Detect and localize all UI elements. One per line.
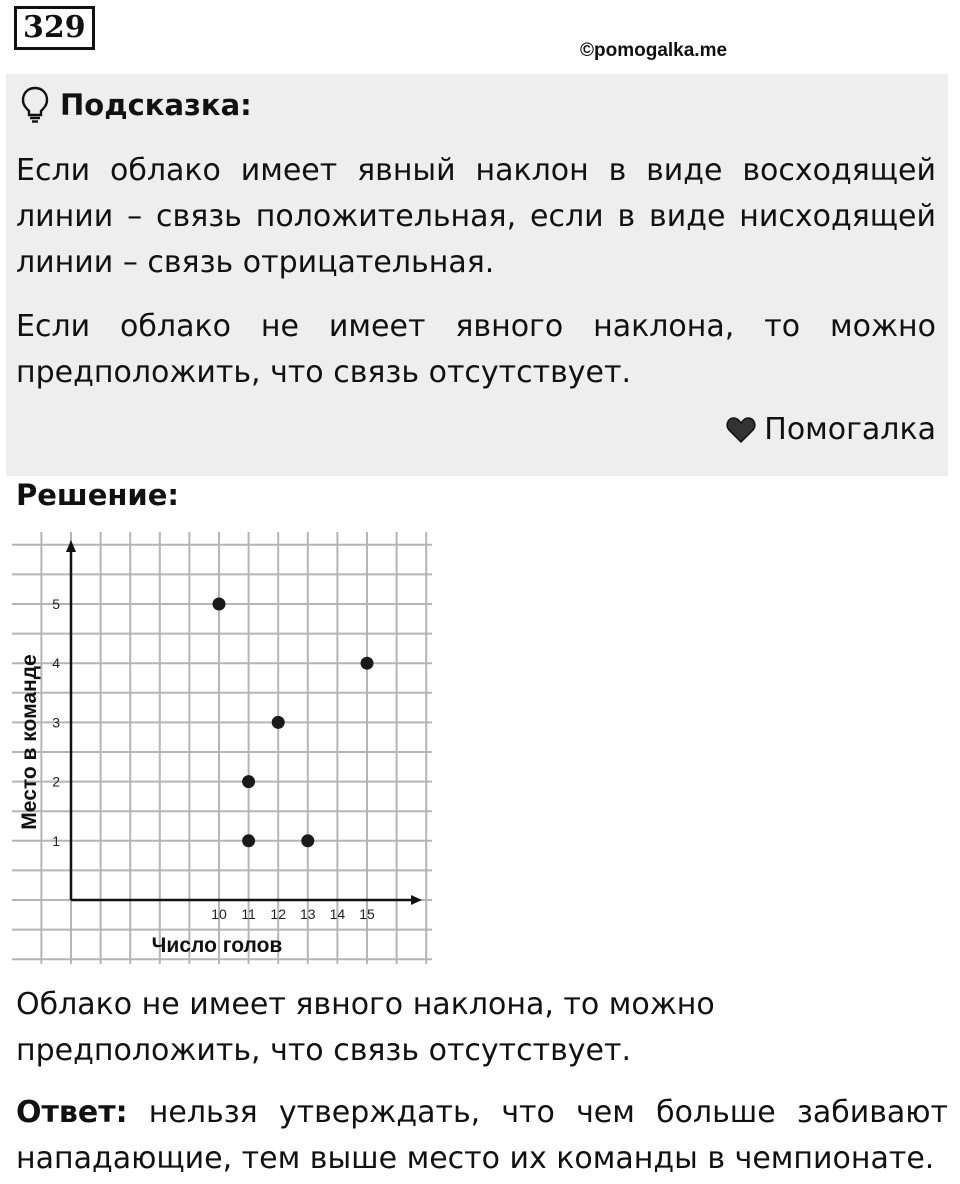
- y-tick-label: 1: [52, 832, 60, 849]
- x-axis-title: Число голов: [151, 934, 283, 957]
- task-number: 329: [14, 6, 95, 50]
- answer: [16, 1090, 948, 1182]
- x-tick-label: 11: [241, 906, 256, 922]
- y-tick-label: 2: [52, 773, 60, 790]
- conclusion-text: Облако не имеет явного наклона, то можно предположить, что связь отсутствует.: [16, 987, 715, 1068]
- watermark: ©pomogalka.me: [580, 40, 728, 61]
- lightbulb-icon: [20, 86, 50, 124]
- data-point: [242, 834, 255, 847]
- scatter-chart: [12, 532, 432, 964]
- data-point: [272, 716, 285, 729]
- data-point: [242, 775, 255, 788]
- y-tick-label: 5: [52, 596, 60, 612]
- x-axis-arrow: [411, 895, 422, 905]
- signature: [726, 412, 936, 447]
- hint-box: [6, 74, 948, 476]
- x-tick-label: 10: [211, 906, 227, 922]
- y-axis-title: Место в команде: [18, 654, 41, 830]
- signature-text: Помогалка: [764, 412, 936, 447]
- x-tick-label: 13: [300, 906, 316, 922]
- x-tick-label: 15: [359, 906, 375, 922]
- data-point: [213, 598, 226, 611]
- hint-header: [20, 86, 252, 124]
- hint-title: Подсказка:: [60, 88, 252, 122]
- data-point: [361, 657, 374, 670]
- answer-label: Ответ:: [16, 1095, 128, 1130]
- y-tick-label: 4: [52, 655, 60, 672]
- hint-paragraph-1: Если облако имеет явный наклон в виде восходящей линии – связь положительная, если в виде нисходящей линии – связь отрицательная.: [16, 153, 936, 280]
- hint-paragraph-2: Если облако не имеет явного наклона, то можно предположить, что связь отсутствует.: [16, 309, 936, 390]
- answer-text: нельзя утверждать, что чем больше забивают нападающие, тем выше место их команды в чемпионате.: [16, 1095, 948, 1176]
- x-tick-label: 14: [329, 906, 346, 922]
- heart-icon: [726, 416, 756, 444]
- y-tick-label: 3: [52, 714, 60, 731]
- y-axis-arrow: [66, 540, 76, 552]
- x-tick-label: 12: [270, 906, 286, 922]
- data-point: [301, 834, 314, 847]
- solution-title: Решение:: [16, 478, 180, 512]
